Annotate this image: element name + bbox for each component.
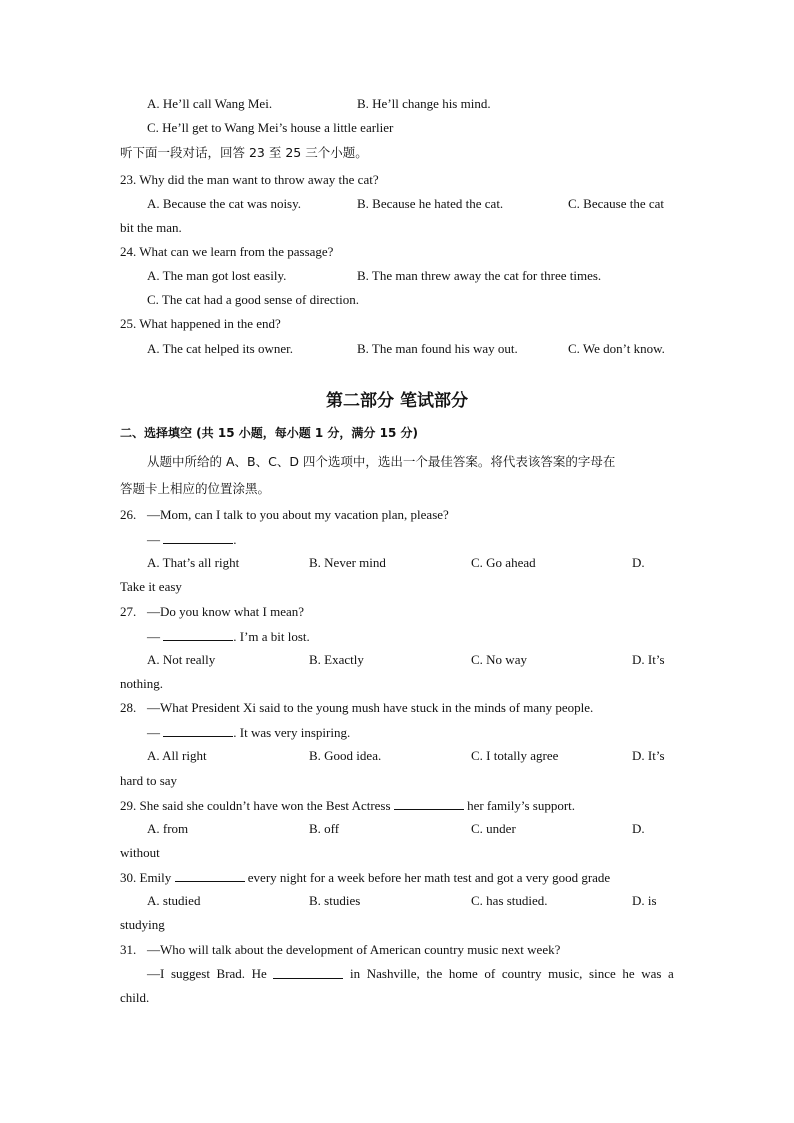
q30-option-d-cont: studying: [120, 917, 165, 932]
q31-word: —I: [147, 966, 165, 981]
q31-word: Brad.: [216, 966, 246, 981]
q26-line2-end: .: [233, 532, 237, 547]
q29-stem-after: her family’s support.: [467, 798, 576, 813]
q24-option-a: A. The man got lost easily.: [147, 268, 287, 283]
q25-stem: 25. What happened in the end?: [120, 316, 281, 331]
q26-line1: —Mom, can I talk to you about my vacation plan, please?: [147, 507, 449, 522]
q27-option-d: D. It’s: [632, 652, 665, 667]
q26-option-c: C. Go ahead: [471, 555, 536, 570]
q30-option-c: C. has studied.: [471, 893, 548, 908]
q27-line1: —Do you know what I mean?: [147, 604, 305, 619]
q27-line2-end: . I’m a bit lost.: [233, 629, 310, 644]
directions-line-1: 从题中所给的 A、B、C、D 四个选项中，选出一个最佳答案。将代表该答案的字母在: [147, 454, 616, 469]
q27-option-b: B. Exactly: [309, 652, 364, 667]
q31-word: music,: [548, 966, 583, 981]
q29-option-b: B. off: [309, 821, 340, 836]
q31-word: was: [641, 966, 662, 981]
q31-word: he: [622, 966, 635, 981]
q30-stem-after: every night for a week before her math test and got a very good grade: [247, 870, 611, 885]
q31-word: since: [589, 966, 616, 981]
answer-blank: [163, 724, 233, 737]
q29-option-d: D.: [632, 821, 645, 836]
q28-option-d-cont: hard to say: [120, 773, 178, 788]
q28-line2-end: . It was very inspiring.: [233, 725, 351, 740]
q28-number: 28.: [120, 700, 137, 715]
section-heading: 二、选择填空 (共 15 小题，每小题 1 分，满分 15 分): [120, 426, 418, 440]
q31-line3: child.: [120, 990, 150, 1005]
q28-option-b: B. Good idea.: [309, 748, 382, 763]
answer-blank: [273, 966, 343, 979]
answer-blank: [175, 869, 245, 882]
q31-line1: —Who will talk about the development of American country music next week?: [147, 942, 561, 957]
part2-title: 第二部分 笔试部分: [326, 391, 468, 411]
answer-blank: [163, 628, 233, 641]
q27-option-a: A. Not really: [147, 652, 216, 667]
q31-word: home: [448, 966, 478, 981]
directions-line-2: 答题卡上相应的位置涂黑。: [120, 481, 271, 496]
q30-stem: [120, 869, 610, 886]
q26-line2: [147, 531, 237, 548]
q22-option-a: A. He’ll call Wang Mei.: [147, 96, 273, 111]
answer-blank: [163, 531, 233, 544]
q22-option-c: C. He’ll get to Wang Mei’s house a little earlier: [147, 120, 394, 135]
q31-word: country: [501, 966, 542, 981]
q28-option-a: A. All right: [147, 748, 207, 763]
q27-number: 27.: [120, 604, 137, 619]
q27-option-d-cont: nothing.: [120, 676, 163, 691]
q28-dash: —: [147, 725, 160, 740]
q26-option-d-cont: Take it easy: [120, 579, 182, 594]
q23-option-c-cont: bit the man.: [120, 220, 182, 235]
q28-option-d: D. It’s: [632, 748, 665, 763]
q26-option-b: B. Never mind: [309, 555, 386, 570]
q31-word: of: [484, 966, 496, 981]
q31-number: 31.: [120, 942, 137, 957]
q28-line2: [147, 724, 350, 741]
q30-option-d: D. is: [632, 893, 657, 908]
q26-number: 26.: [120, 507, 137, 522]
q27-option-c: C. No way: [471, 652, 527, 667]
answer-blank: [394, 797, 464, 810]
q29-stem: [120, 797, 575, 814]
q31-word: suggest: [170, 966, 210, 981]
q25-option-b: B. The man found his way out.: [357, 341, 518, 356]
q31-word: in: [350, 966, 361, 981]
q24-stem: 24. What can we learn from the passage?: [120, 244, 334, 259]
q24-option-c: C. The cat had a good sense of direction.: [147, 292, 360, 307]
q25-option-c: C. We don’t know.: [568, 341, 665, 356]
q29-stem-before: 29. She said she couldn’t have won the Best Actress: [120, 798, 391, 813]
instruction-23-25: 听下面一段对话，回答 23 至 25 三个小题。: [120, 145, 368, 160]
q31-word: the: [426, 966, 443, 981]
q26-dash: —: [147, 532, 160, 547]
q25-option-a: A. The cat helped its owner.: [147, 341, 293, 356]
q29-option-a: A. from: [147, 821, 189, 836]
q29-option-d-cont: without: [120, 845, 160, 860]
q24-option-b: B. The man threw away the cat for three times.: [357, 268, 602, 283]
q31-word: a: [668, 966, 674, 981]
q23-option-b: B. Because he hated the cat.: [357, 196, 504, 211]
q30-stem-before: 30. Emily: [120, 870, 172, 885]
q23-stem: 23. Why did the man want to throw away the cat?: [120, 172, 379, 187]
q27-line2: [147, 628, 310, 645]
q31-word: He: [251, 966, 267, 981]
q28-option-c: C. I totally agree: [471, 748, 559, 763]
q30-option-b: B. studies: [309, 893, 361, 908]
q28-line1: —What President Xi said to the young mush have stuck in the minds of many people.: [147, 700, 594, 715]
q29-option-c: C. under: [471, 821, 516, 836]
q26-option-a: A. That’s all right: [147, 555, 240, 570]
q26-option-d: D.: [632, 555, 645, 570]
q30-option-a: A. studied: [147, 893, 201, 908]
q31-line2: [147, 966, 674, 982]
q23-option-c: C. Because the cat: [568, 196, 665, 211]
q27-dash: —: [147, 629, 160, 644]
q31-word: Nashville,: [366, 966, 420, 981]
q23-option-a: A. Because the cat was noisy.: [147, 196, 302, 211]
q22-option-b: B. He’ll change his mind.: [357, 96, 491, 111]
